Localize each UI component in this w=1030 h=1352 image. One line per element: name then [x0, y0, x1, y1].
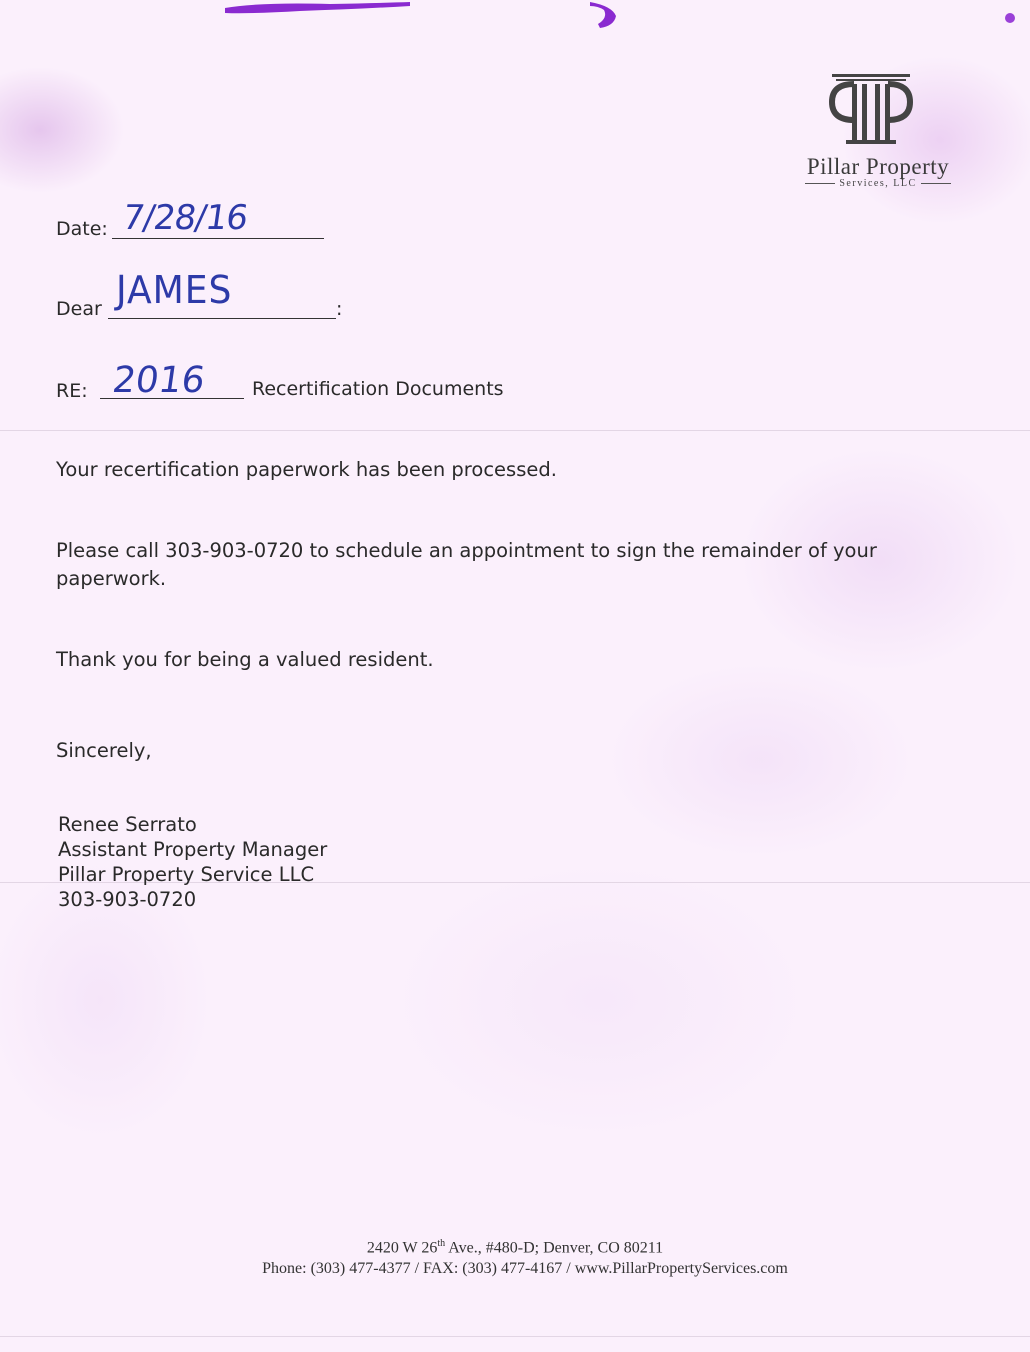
salutation-label: Dear — [56, 298, 102, 320]
salutation-handwritten-name: JAMES — [116, 268, 233, 312]
re-subject: Recertification Documents — [252, 378, 504, 400]
fold-line — [0, 430, 1030, 431]
footer-address-city: Ave., #480-D; Denver, CO 80211 — [445, 1239, 664, 1257]
date-handwritten: 7/28/16 — [120, 198, 250, 238]
paragraph-call: Please call 303-903-0720 to schedule an appointment to sign the remainder of your paperwork. — [56, 539, 877, 590]
date-blank — [112, 238, 324, 239]
logo-company-suffix: Services, LLC — [768, 178, 988, 189]
paragraph-processed: Your recertification paperwork has been processed. — [56, 458, 557, 481]
ink-stain-top — [0, 0, 1030, 40]
footer-address-street: 2420 W 26 — [366, 1239, 438, 1257]
salutation-colon: : — [336, 298, 343, 320]
salutation-blank — [108, 318, 336, 319]
re-handwritten-year: 2016 — [110, 360, 208, 401]
signature-name: Renee Serrato — [58, 813, 197, 836]
company-logo — [768, 72, 988, 197]
footer-address — [0, 1238, 1030, 1257]
signature-title: Assistant Property Manager — [58, 838, 328, 861]
re-label: RE: — [56, 380, 88, 402]
date-label: Date: — [56, 218, 108, 240]
fold-line — [0, 1336, 1030, 1337]
paragraph-thanks: Thank you for being a valued resident. — [56, 648, 434, 671]
pillar-logo-icon — [826, 72, 916, 148]
footer-contact: Phone: (303) 477-4377 / FAX: (303) 477-4167 / www.PillarPropertyServices.com — [262, 1260, 788, 1277]
signature-phone: 303-903-0720 — [58, 888, 197, 911]
logo-company-name: Pillar Property — [806, 154, 950, 179]
closing: Sincerely, — [56, 739, 152, 762]
signature-company: Pillar Property Service LLC — [58, 863, 315, 886]
footer-address-ordinal: th — [437, 1238, 446, 1249]
